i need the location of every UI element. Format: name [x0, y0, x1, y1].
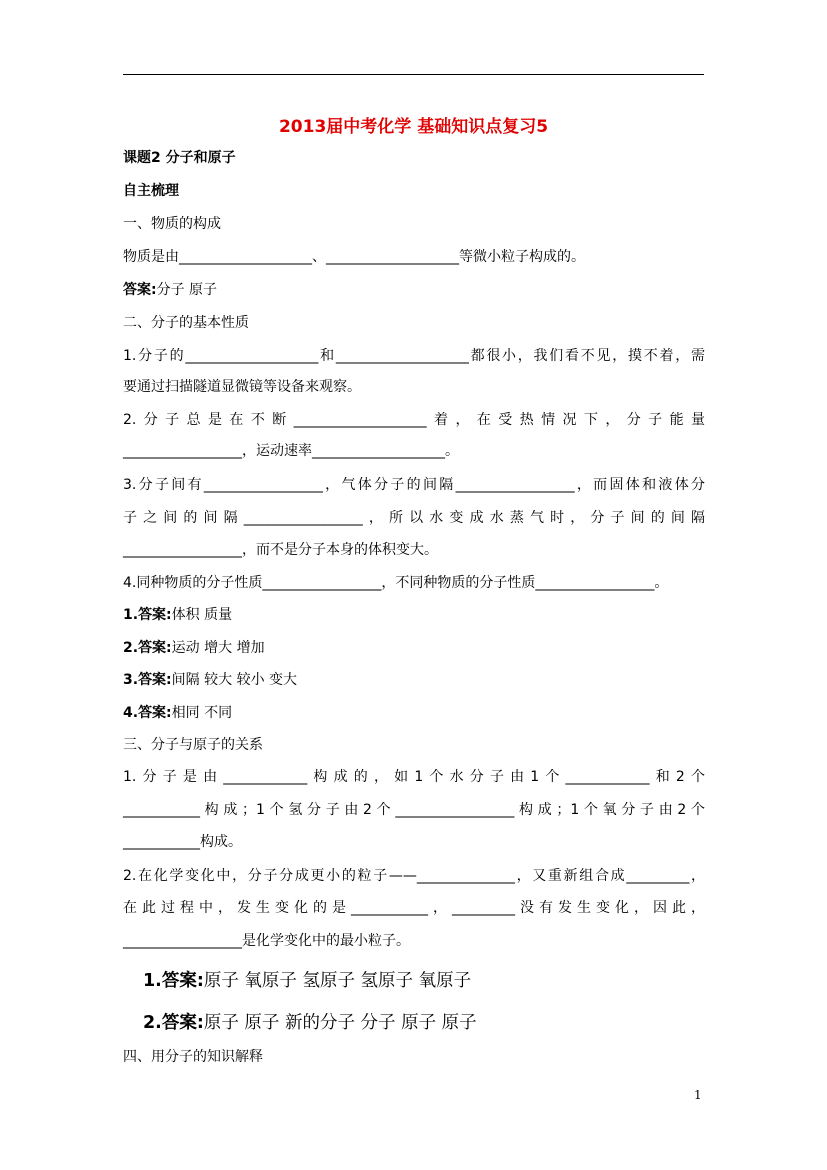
- section-2-answer-1: [123, 605, 705, 625]
- section-2-q3-line2: 子之间的间隔_________________，所以水变成水蒸气时，分子间的间隔: [123, 510, 705, 526]
- section-1-question: 物质是由___________________、___________________等微小粒子构成的。: [123, 249, 585, 265]
- section-2-q1-line2: 要通过扫描隧道显微镜等设备来观察。: [123, 379, 361, 395]
- answer-text: 运动 增大 增加: [171, 640, 265, 656]
- section-3-heading: 三、分子与原子的关系: [123, 737, 263, 753]
- section-3-q1-line1: 1.分子是由____________构成的，如1个水分子由1个____________和2个: [123, 769, 705, 785]
- section-2-answer-2: [123, 638, 705, 658]
- answer-label: 答案:: [138, 705, 172, 721]
- section-2-q3-line3: _________________，而不是分子本身的体积变大。: [123, 542, 438, 558]
- section-3-q1-line3: ___________构成。: [123, 834, 242, 850]
- section-3-answer-2: [143, 1011, 663, 1035]
- answer-number: 2.: [143, 1013, 162, 1033]
- section-2-heading: 二、分子的基本性质: [123, 315, 249, 331]
- section-3-q2-line2: 在此过程中，发生变化的是___________，_________没有发生变化，因此，: [123, 900, 705, 916]
- lesson-heading: 课题2 分子和原子: [123, 150, 236, 166]
- section-2-answer-3: [123, 670, 705, 690]
- answer-number: 4.: [123, 705, 139, 721]
- section-2-q3-line1: 3.分子间有_________________，气体分子的间隔_________________，而固体和液体分: [123, 477, 705, 493]
- answer-text: 体积 质量: [171, 607, 233, 623]
- section-2-answer-4: [123, 703, 705, 723]
- section-1-heading: 一、物质的构成: [123, 216, 221, 232]
- section-4-heading: 四、用分子的知识解释: [123, 1049, 263, 1065]
- answer-text: 相同 不同: [171, 705, 233, 721]
- answer-label: 答案:: [138, 672, 172, 688]
- section-2-q1-line1: 1.分子的___________________和___________________都很小，我们看不见，摸不着，需: [123, 348, 705, 364]
- answer-text: 间隔 较大 较小 变大: [171, 672, 298, 688]
- answer-text: 原子 原子 新的分子 分子 原子 原子: [203, 1013, 477, 1033]
- answer-label: 答案:: [161, 1013, 204, 1033]
- answer-number: 3.: [123, 672, 139, 688]
- answer-label: 答案:: [161, 971, 204, 991]
- answer-label: 答案:: [123, 282, 157, 298]
- section-2-q4: 4.同种物质的分子性质_________________，不同种物质的分子性质_________________。: [123, 575, 669, 591]
- page-number: 1: [694, 1088, 702, 1102]
- answer-number: 1.: [143, 971, 162, 991]
- section-3-q2-line1: 2.在化学变化中，分子分成更小的粒子——______________，又重新组合成_________，: [123, 868, 705, 884]
- header-rule: [123, 74, 704, 75]
- answer-label: 答案:: [138, 640, 172, 656]
- answer-text: 原子 氧原子 氢原子 氢原子 氧原子: [203, 971, 472, 991]
- section-3-q2-line3: _________________是化学变化中的最小粒子。: [123, 933, 410, 949]
- answer-number: 2.: [123, 640, 139, 656]
- answer-label: 答案:: [138, 607, 172, 623]
- answer-text: 分子 原子: [156, 282, 218, 298]
- document-title: 2013届中考化学 基础知识点复习5: [278, 117, 549, 137]
- section-review-heading: 自主梳理: [123, 183, 179, 199]
- section-2-q2-line1: 2.分子总是在不断___________________着，在受热情况下，分子能量: [123, 412, 705, 428]
- section-3-answer-1: [143, 969, 663, 993]
- answer-number: 1.: [123, 607, 139, 623]
- section-3-q1-line2: ___________构成；1个氢分子由2个_________________构成；1个氧分子由2个: [123, 802, 705, 818]
- section-1-answer: [123, 280, 705, 300]
- section-2-q2-line2: _________________，运动速率___________________。: [123, 443, 459, 459]
